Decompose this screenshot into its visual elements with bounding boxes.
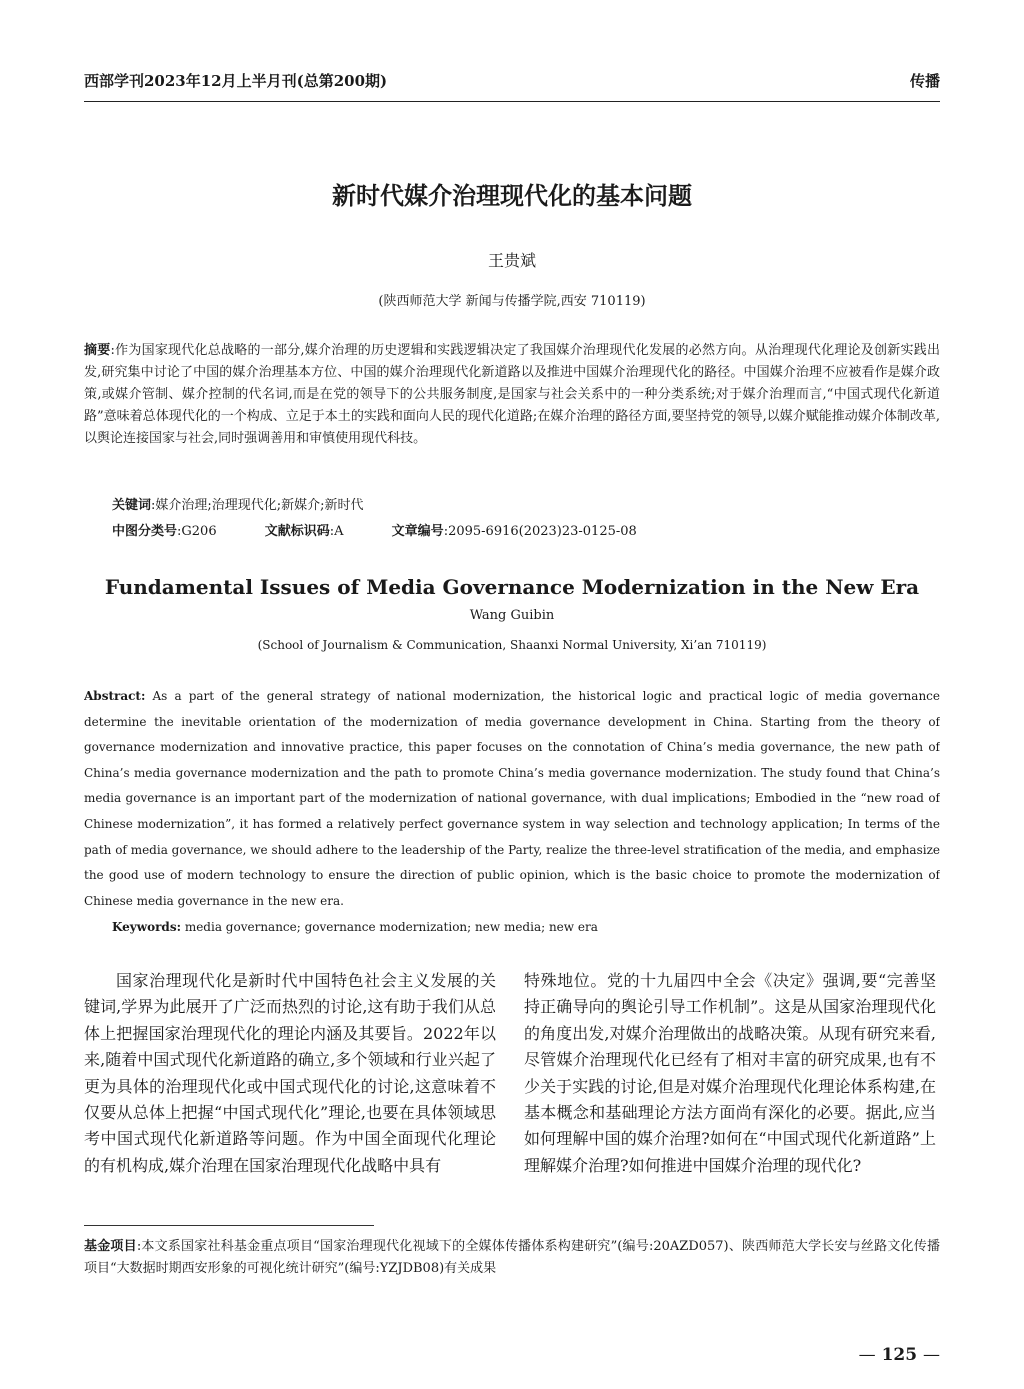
funding-text: :本文系国家社科基金重点项目“国家治理现代化视域下的全媒体传播体系构建研究”(编号:20AZD057)、陕西师范大学长安与丝路文化传播项目“大数据时期西安形象的可视化统计研究”(编号:YZJDB08)有关成果 (84, 1239, 940, 1276)
english-title: Fundamental Issues of Media Governance Modernization in the New Era (104, 575, 920, 599)
page-number: — 125 — (858, 1345, 940, 1365)
document-code: 文献标识码:A (264, 524, 344, 539)
funding-note (84, 1236, 940, 1280)
body-column-left (84, 968, 496, 1213)
body-paragraph: 国家治理现代化是新时代中国特色社会主义发展的关键词,学界为此展开了广泛而热烈的讨论,这有助于我们从总体上把握国家治理现代化的理论内涵及其要旨。2022年以来,随着中国式现代化新道路的确立,多个领域和行业兴起了更为具体的治理现代化或中国式现代化的讨论,这意味着不仅要从总体上把握“中国式现代化”理论,也要在具体领域思考中国式现代化新道路等问题。作为中国全面现代化理论的有机构成,媒介治理在国家治理现代化战略中具有 (84, 971, 496, 1175)
body-column-right (524, 968, 936, 1213)
abstract-cn-text: :作为国家现代化总战略的一部分,媒介治理的历史逻辑和实践逻辑决定了我国媒介治理现代化发展的必然方向。从治理现代化理论及创新实践出发,研究集中讨论了中国的媒介治理基本方位、中国的媒介治理现代化新道路以及推进中国媒介治理现代化的路径。中国媒介治理不应被看作是媒介政策,或媒介管制、媒介控制的代名词,而是在党的领导下的公共服务制度,是国家与社会关系中的一种分类系统;对于媒介治理而言,“中国式现代化新道路”意味着总体现代化的一个构成、立足于本土的实践和面向人民的现代化道路;在媒介治理的路径方面,要坚持党的领导,以媒介赋能推动媒介体制改革,以舆论连接国家与社会,同时强调善用和审慎使用现代科技。 (84, 343, 940, 446)
keywords-en-text: media governance; governance modernization; new media; new era (181, 920, 598, 934)
classification-line (112, 520, 681, 539)
chinese-author: 王贵斌 (487, 251, 536, 270)
body-paragraph: 特殊地位。党的十九届四中全会《决定》强调,要“完善坚持正确导向的舆论引导工作机制”。这是从国家治理现代化的角度出发,对媒介治理做出的战略决策。从现有研究来看,尽管媒介治理现代化已经有了相对丰富的研究成果,也有不少关于实践的讨论,但是对媒介治理现代化理论体系构建,在基本概念和基础理论方法方面尚有深化的必要。据此,应当如何理解中国的媒介治理?如何在“中国式现代化新道路”上理解媒介治理?如何推进中国媒介治理的现代化? (524, 971, 936, 1175)
abstract-cn-label: 摘要 (84, 343, 111, 358)
keywords-cn-text: :媒介治理;治理现代化;新媒介;新时代 (151, 498, 364, 513)
running-header (84, 70, 940, 94)
chinese-keywords (112, 494, 364, 513)
chinese-abstract (84, 340, 940, 490)
footnote-rule (84, 1225, 374, 1226)
page-number-value: 125 (881, 1345, 918, 1365)
abstract-en-label: Abstract: (84, 689, 146, 703)
journal-name: 西部学刊2023年12月上半月刊(总第200期) (84, 72, 388, 90)
abstract-en-text: As a part of the general strategy of national modernization, the historical logic and practical logic of media governance determine the inevitable orientation of the modernization of media governance development in China. Starting from the theory of governance modernization and innovative practice, this paper focuses on the connotation of China’s media governance, the new path of China’s media governance modernization and the path to promote China’s media governance modernization. The study found that China’s media governance is an important part of the modernization of national governance, with dual implications; Embodied in the “new road of Chinese modernization”, it has formed a relatively perfect governance system in way selection and technology application; In terms of the path of media governance, we should adhere to the leadership of the Party, realize the three-level stratification of the media, and emphasize the good use of modern technology to ensure the direction of public opinion, which is the basic choice to promote the modernization of Chinese media governance in the new era. (84, 689, 940, 908)
english-keywords (112, 920, 598, 934)
funding-label: 基金项目 (84, 1239, 137, 1254)
section-name: 传播 (909, 72, 940, 90)
english-author: Wang Guibin (469, 608, 555, 623)
chinese-affiliation: (陕西师范大学 新闻与传播学院,西安 710119) (378, 294, 646, 309)
chinese-title: 新时代媒介治理现代化的基本问题 (332, 182, 692, 210)
article-number: 文章编号:2095-6916(2023)23-0125-08 (391, 524, 637, 539)
header-rule (84, 101, 940, 102)
keywords-cn-label: 关键词 (112, 498, 152, 513)
english-affiliation: (School of Journalism & Communication, Shaanxi Normal University, Xi’an 710119) (257, 638, 767, 652)
keywords-en-label: Keywords: (112, 920, 182, 934)
clc-number: 中图分类号:G206 (112, 524, 217, 539)
english-abstract (84, 684, 940, 914)
